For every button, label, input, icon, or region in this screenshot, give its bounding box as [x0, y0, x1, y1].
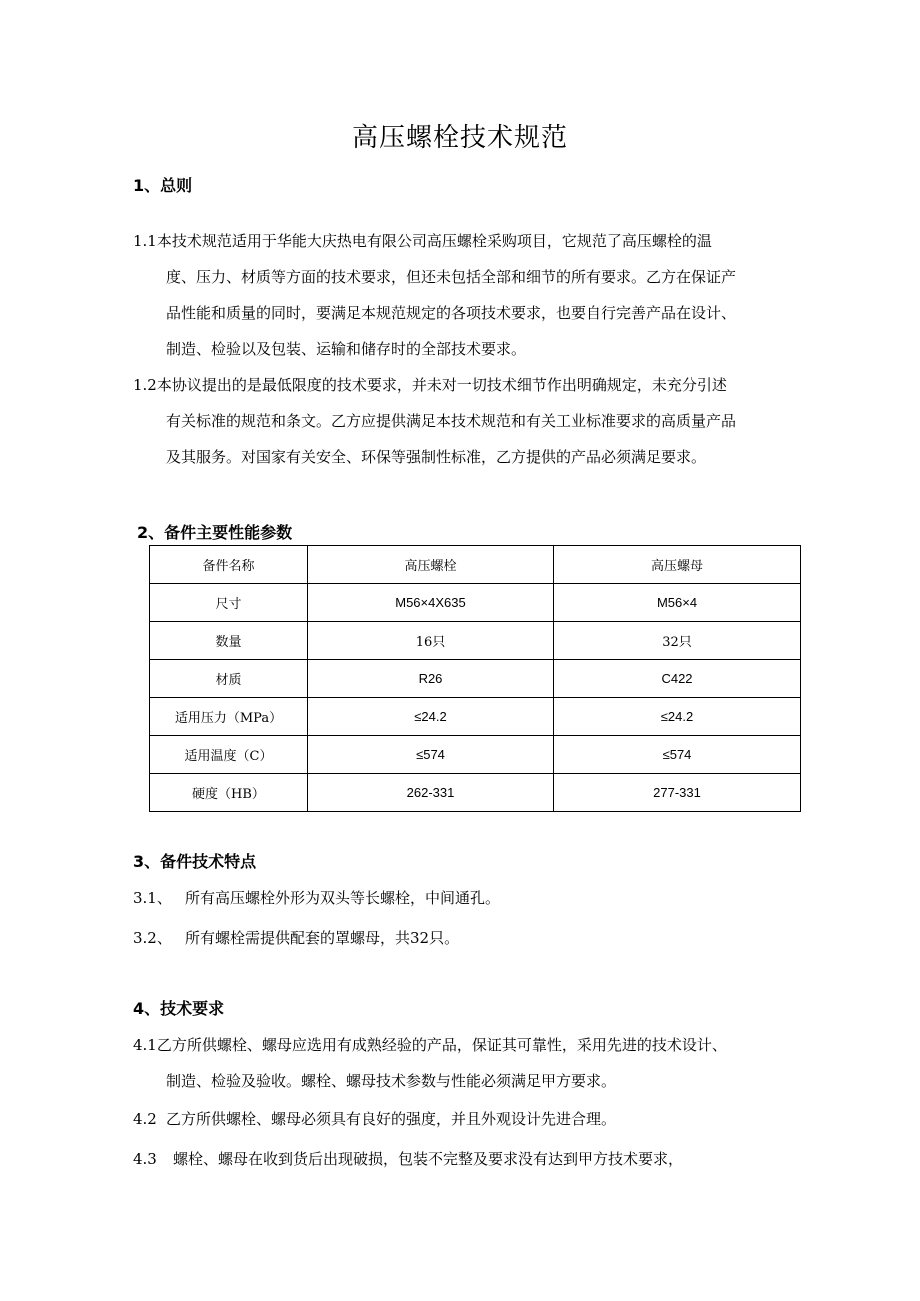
- section-3-heading: 3、备件技术特点: [133, 852, 257, 871]
- paragraph-line: 有关标准的规范和条文。乙方应提供满足本技术规范和有关工业标准要求的高质量产品: [166, 412, 737, 430]
- table-row: [150, 698, 801, 736]
- paragraph-4-3: [133, 1141, 823, 1177]
- paragraph-number: 3.2、: [133, 929, 172, 947]
- table-cell: ≤574: [308, 736, 554, 774]
- table-cell: 材质: [150, 660, 308, 698]
- table-header-cell: 高压螺母: [554, 546, 801, 584]
- table-row: [150, 622, 801, 660]
- table-cell: 适用温度（C）: [150, 736, 308, 774]
- table-cell: 16只: [308, 622, 554, 660]
- table-row: [150, 660, 801, 698]
- paragraph-1-2: [133, 367, 823, 475]
- paragraph-3-1: [133, 880, 823, 916]
- paragraph-4-1: [133, 1027, 823, 1099]
- table-cell: R26: [308, 660, 554, 698]
- paragraph-line: 所有高压螺栓外形为双头等长螺栓，中间通孔。: [185, 889, 501, 907]
- paragraph-number: 4.1: [133, 1036, 157, 1054]
- paragraph-line: 度、压力、材质等方面的技术要求，但还未包括全部和细节的所有要求。乙方在保证产: [166, 268, 737, 286]
- table-row: [150, 736, 801, 774]
- table-cell: C422: [554, 660, 801, 698]
- paragraph-line: 制造、检验及验收。螺栓、螺母技术参数与性能必须满足甲方要求。: [166, 1072, 617, 1090]
- table-header-cell: 高压螺栓: [308, 546, 554, 584]
- table-header-cell: 备件名称: [150, 546, 308, 584]
- paragraph-line: 本技术规范适用于华能大庆热电有限公司高压螺栓采购项目，它规范了高压螺栓的温: [156, 232, 712, 250]
- paragraph-line: 本协议提出的是最低限度的技术要求，并未对一切技术细节作出明确规定，未充分引述: [156, 376, 727, 394]
- table-cell: M56×4X635: [308, 584, 554, 622]
- table-cell: M56×4: [554, 584, 801, 622]
- section-1-heading: 1、总则: [133, 176, 193, 195]
- table-cell: ≤24.2: [554, 698, 801, 736]
- table-cell: 277-331: [554, 774, 801, 812]
- paragraph-line: 所有螺栓需提供配套的罩螺母，共32只。: [185, 929, 460, 947]
- table-cell: 32只: [554, 622, 801, 660]
- paragraph-line: 乙方所供螺栓、螺母必须具有良好的强度，并且外观设计先进合理。: [166, 1110, 617, 1128]
- paragraph-number: 4.3: [133, 1150, 157, 1168]
- table-cell: 硬度（HB）: [150, 774, 308, 812]
- table-cell: ≤24.2: [308, 698, 554, 736]
- paragraph-line: 品性能和质量的同时，要满足本规范规定的各项技术要求，也要自行完善产品在设计、: [166, 304, 737, 322]
- table-cell: ≤574: [554, 736, 801, 774]
- table-row: [150, 774, 801, 812]
- table-cell: 适用压力（MPa）: [150, 698, 308, 736]
- paragraph-number: 4.2: [133, 1110, 157, 1128]
- table-header-row: [150, 546, 801, 584]
- section-2-heading: 2、备件主要性能参数: [137, 523, 293, 542]
- paragraph-3-2: [133, 920, 823, 956]
- table-row: [150, 584, 801, 622]
- section-4-heading: 4、技术要求: [133, 999, 225, 1018]
- paragraph-line: 螺栓、螺母在收到货后出现破损，包装不完整及要求没有达到甲方技术要求，: [173, 1150, 684, 1168]
- paragraph-line: 及其服务。对国家有关安全、环保等强制性标准，乙方提供的产品必须满足要求。: [166, 448, 707, 466]
- page-title: 高压螺栓技术规范: [351, 123, 568, 153]
- paragraph-number: 1.1: [133, 232, 157, 250]
- table-cell: 尺寸: [150, 584, 308, 622]
- spec-table: [149, 545, 801, 812]
- paragraph-number: 1.2: [133, 376, 157, 394]
- table-cell: 数量: [150, 622, 308, 660]
- paragraph-line: 乙方所供螺栓、螺母应选用有成熟经验的产品，保证其可靠性，采用先进的技术设计、: [156, 1036, 727, 1054]
- paragraph-4-2: [133, 1101, 823, 1137]
- paragraph-1-1: [133, 223, 823, 367]
- paragraph-line: 制造、检验以及包装、运输和储存时的全部技术要求。: [166, 340, 527, 358]
- paragraph-number: 3.1、: [133, 889, 172, 907]
- table-cell: 262-331: [308, 774, 554, 812]
